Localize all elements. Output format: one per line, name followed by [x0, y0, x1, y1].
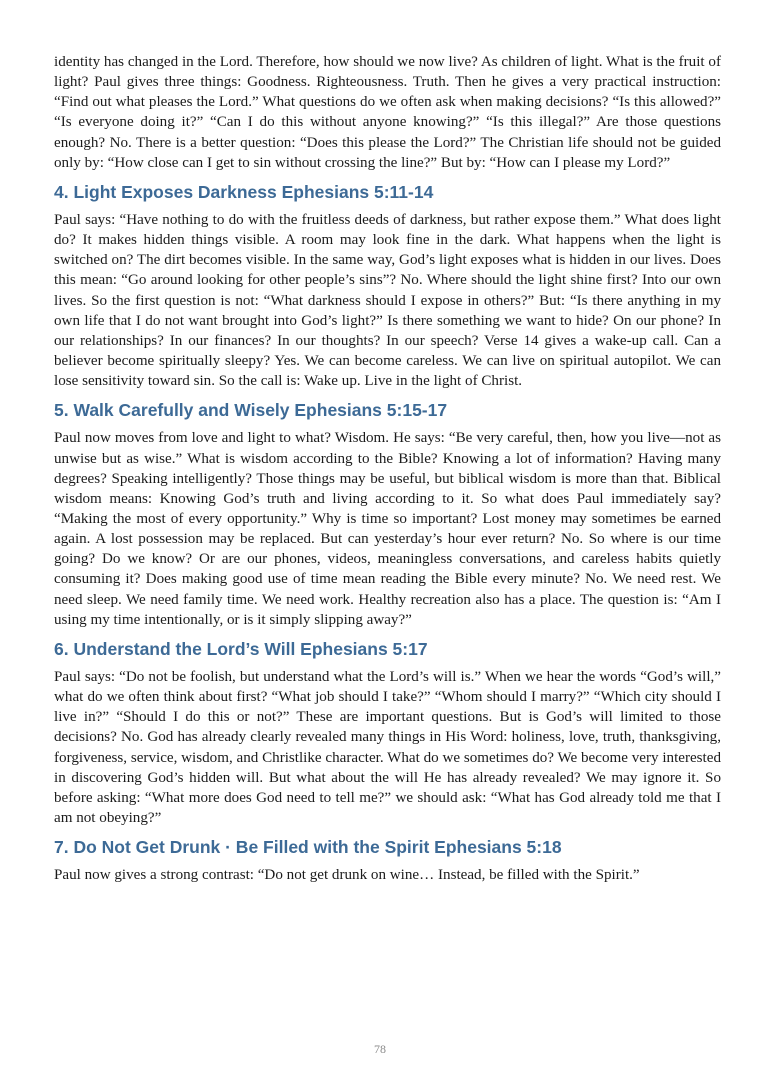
page-content [54, 52, 721, 885]
paragraph-section-5: Paul now moves from love and light to what? Wisdom. He says: “Be very careful, then, how you live—not as unwise but as wise.” What is wisdom according to the Bible? Knowing a lot of information? Having many degrees? Speaking intelligently? Those things may be useful, but biblical wisdom is more than that. Biblical wisdom means: Knowing God’s truth and living according to it. So what does Paul immediately say? “Making the most of every opportunity.” Why is time so important? Lost money may sometimes be earned again. A lost possession may be replaced. But can yesterday’s hour ever return? No. So where is our time going? Do we know? Or are our phones, videos, meaningless conversations, and careless habits quietly consuming it? Does making good use of time mean reading the Bible every minute? No. We need rest. We need sleep. We need family time. We need work. Healthy recreation also has a place. The question is: “Am I using my time intentionally, or is it simply slipping away?” [54, 430, 721, 628]
section-heading-6: 6. Understand the Lord’s Will Ephesians 5:17 [54, 638, 428, 659]
paragraph-section-7: Paul now gives a strong contrast: “Do not get drunk on wine… Instead, be filled with the Spirit.” [54, 867, 640, 884]
page-number: 78 [374, 1042, 386, 1056]
section-heading-4: 4. Light Exposes Darkness Ephesians 5:11-14 [54, 181, 434, 202]
paragraph-intro: identity has changed in the Lord. Therefore, how should we now live? As children of light. What is the fruit of light? Paul gives three things: Goodness. Righteousness. Truth. Then he gives a very practical instruction: “Find out what pleases the Lord.” What questions do we often ask when making decisions? “Is this allowed?” “Is everyone doing it?” “Can I do this without anyone knowing?” “Is this illegal?” Are those questions enough? No. There is a better question: “Does this please the Lord?” The Christian life should not be guided only by: “How close can I get to sin without crossing the line?” But by: “How can I please my Lord?” [54, 54, 721, 171]
section-heading-5: 5. Walk Carefully and Wisely Ephesians 5:15-17 [54, 400, 448, 421]
paragraph-section-6: Paul says: “Do not be foolish, but understand what the Lord’s will is.” When we hear the words “God’s will,” what do we often think about first? “What job should I take?” “Whom should I marry?” “Which city should I live in?” “Should I do this or not?” These are important questions. But is God’s will limited to those decisions? No. God has already clearly revealed many things in His Word: holiness, love, truth, thanksgiving, forgiveness, service, wisdom, and Christlike character. What do we sometimes do? We become very interested in discovering God’s hidden will. But what about the will He has already revealed? We may ignore it. So before asking: “What more does God need to tell me?” we should ask: “What has God already told me that I am not obeying?” [54, 668, 721, 826]
paragraph-section-4: Paul says: “Have nothing to do with the fruitless deeds of darkness, but rather expose them.” What does light do? It makes hidden things visible. A room may look fine in the dark. What happens when the light is switched on? The dirt becomes visible. In the same way, God’s light exposes what is hidden in our lives. Does this mean: “Go around looking for other people’s sins”? No. Where should the light shine first? Into our own lives. So the first question is not: “What darkness should I expose in others?” But: “Is there anything in my own life that I do not want brought into God’s light?” Is there something we want to hide? On our phone? In our relationships? In our finances? In our thoughts? In our speech? Verse 14 gives a wake-up call. Can a believer become spiritually sleepy? Yes. We can become careless. We can live on spiritual autopilot. We can lose sensitivity toward sin. So the call is: Wake up. Live in the light of Christ. [54, 211, 721, 390]
section-heading-7: 7. Do Not Get Drunk · Be Filled with the Spirit Ephesians 5:18 [54, 837, 562, 858]
